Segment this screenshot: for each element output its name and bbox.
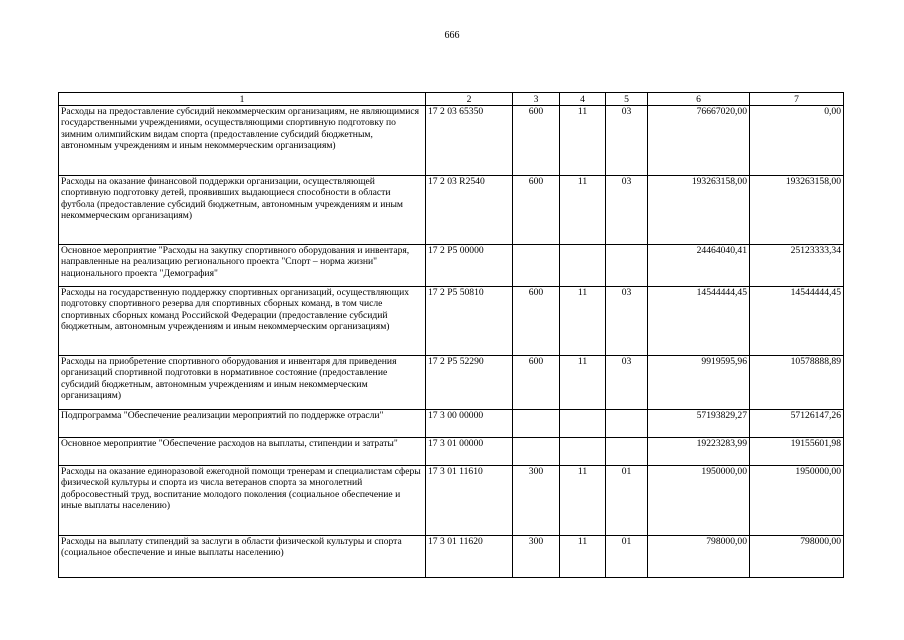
column-header-2: 2 [426,93,513,106]
amount-column-6: 24464040,41 [648,245,750,287]
amount-column-7: 0,00 [750,106,844,176]
column-5-value: 01 [606,466,648,536]
budget-code: 17 2 P5 00000 [426,245,513,287]
column-3-value: 600 [513,176,560,245]
table-row [59,410,844,438]
column-5-value: 03 [606,106,648,176]
expense-description: Расходы на приобретение спортивного оборудования и инвентаря для приведения организаций спортивной подготовки в нормативное состояние (предоставление субсидий бюджетным, автономным учреждениям и иным некоммерческим организациям) [59,356,426,410]
column-4-value: 11 [560,287,606,356]
budget-code: 17 3 01 11610 [426,466,513,536]
column-3-value: 300 [513,536,560,578]
amount-column-7: 193263158,00 [750,176,844,245]
page-number: 666 [444,30,460,41]
column-4-value: 11 [560,466,606,536]
table-row [59,176,844,245]
expense-description: Расходы на государственную поддержку спортивных организаций, осуществляющих подготовку спортивного резерва для спортивных сборных команд, в том числе спортивных сборных команд Российской Федерации (предоставление субсидий бюджетным, автономным учреждениям и иным некоммерческим организациям) [59,287,426,356]
column-header-6: 6 [648,93,750,106]
column-5-value [606,438,648,466]
table-row [59,245,844,287]
column-3-value [513,438,560,466]
table-row [59,106,844,176]
column-header-3: 3 [513,93,560,106]
budget-table [58,92,844,578]
column-5-value [606,245,648,287]
amount-column-7: 798000,00 [750,536,844,578]
column-4-value: 11 [560,356,606,410]
table-row [59,287,844,356]
column-3-value: 600 [513,106,560,176]
column-4-value [560,245,606,287]
column-4-value [560,438,606,466]
expense-description: Основное мероприятие "Расходы на закупку спортивного оборудования и инвентаря, направленные на реализацию регионального проекта "Спорт – норма жизни" национального проекта "Демография" [59,245,426,287]
amount-column-6: 1950000,00 [648,466,750,536]
amount-column-7: 19155601,98 [750,438,844,466]
column-5-value: 03 [606,356,648,410]
budget-code: 17 3 00 00000 [426,410,513,438]
amount-column-6: 9919595,96 [648,356,750,410]
amount-column-6: 19223283,99 [648,438,750,466]
table-row [59,536,844,578]
column-4-value [560,410,606,438]
column-3-value: 300 [513,466,560,536]
header-row [59,93,844,106]
column-5-value: 01 [606,536,648,578]
table-row [59,438,844,466]
amount-column-6: 14544444,45 [648,287,750,356]
amount-column-7: 25123333,34 [750,245,844,287]
budget-code: 17 2 P5 50810 [426,287,513,356]
column-3-value: 600 [513,287,560,356]
column-5-value: 03 [606,176,648,245]
amount-column-6: 76667020,00 [648,106,750,176]
budget-code: 17 3 01 11620 [426,536,513,578]
column-header-1: 1 [59,93,426,106]
table-row [59,466,844,536]
column-4-value: 11 [560,106,606,176]
amount-column-7: 1950000,00 [750,466,844,536]
column-3-value [513,245,560,287]
expense-description: Расходы на оказание финансовой поддержки организации, осуществляющей спортивную подготовку детей, проявивших выдающиеся способности в области футбола (предоставление субсидий бюджетным, автономным учреждениям и иным некоммерческим организациям) [59,176,426,245]
expense-description: Расходы на оказание единоразовой ежегодной помощи тренерам и специалистам сферы физической культуры и спорта из числа ветеранов спорта за многолетний добросовестный труд, воспитание молодого поколения (социальное обеспечение и иные выплаты населению) [59,466,426,536]
amount-column-6: 193263158,00 [648,176,750,245]
amount-column-6: 798000,00 [648,536,750,578]
column-3-value: 600 [513,356,560,410]
expense-description: Основное мероприятие "Обеспечение расходов на выплаты, стипендии и затраты" [59,438,426,466]
column-3-value [513,410,560,438]
budget-code: 17 2 03 65350 [426,106,513,176]
budget-code: 17 2 03 R2540 [426,176,513,245]
expense-description: Подпрограмма "Обеспечение реализации мероприятий по поддержке отрасли" [59,410,426,438]
budget-code: 17 2 P5 52290 [426,356,513,410]
budget-code: 17 3 01 00000 [426,438,513,466]
column-5-value [606,410,648,438]
amount-column-7: 10578888,89 [750,356,844,410]
table-row [59,356,844,410]
column-header-4: 4 [560,93,606,106]
amount-column-7: 14544444,45 [750,287,844,356]
amount-column-7: 57126147,26 [750,410,844,438]
expense-description: Расходы на выплату стипендий за заслуги в области физической культуры и спорта (социальное обеспечение и иные выплаты населению) [59,536,426,578]
expense-description: Расходы на предоставление субсидий некоммерческим организациям, не являющимися государственными учреждениями, осуществляющими спортивную подготовку по зимним олимпийским видам спорта (предоставление субсидий бюджетным, автономным учреждениям и иным некоммерческим организациям) [59,106,426,176]
amount-column-6: 57193829,27 [648,410,750,438]
column-5-value: 03 [606,287,648,356]
column-header-5: 5 [606,93,648,106]
column-4-value: 11 [560,536,606,578]
column-header-7: 7 [750,93,844,106]
column-4-value: 11 [560,176,606,245]
